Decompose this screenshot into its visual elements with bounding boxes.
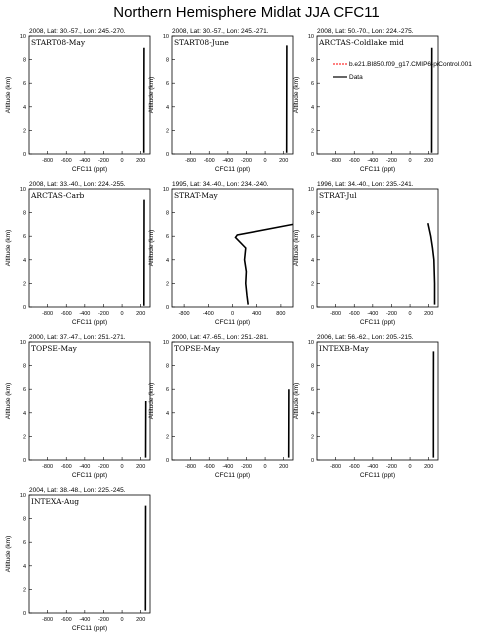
- x-tick-label: -400: [222, 464, 234, 470]
- panel-header: 1996, Lat: 34.-40., Lon: 235.-241.: [317, 181, 414, 188]
- x-tick-label: 200: [279, 464, 289, 470]
- y-tick-label: 6: [22, 540, 26, 547]
- y-tick-label: 2: [165, 434, 169, 441]
- y-tick-label: 0: [310, 305, 314, 311]
- x-tick-label: -800: [42, 464, 54, 470]
- x-tick-label: -800: [185, 464, 197, 470]
- x-tick-label: 200: [136, 617, 146, 623]
- campaign-label: TOPSE-May: [174, 344, 220, 353]
- panel-header: 1995, Lat: 34.-40., Lon: 234.-240.: [172, 181, 269, 188]
- x-tick-label: 0: [120, 158, 124, 164]
- x-tick-label: 0: [120, 617, 124, 623]
- x-tick-label: 200: [136, 464, 146, 470]
- x-tick-label: -200: [97, 617, 109, 623]
- y-tick-label: 2: [310, 128, 314, 135]
- x-tick-label: -600: [203, 464, 215, 470]
- chart-panel: [148, 28, 293, 173]
- y-axis-label: Altitude (km): [148, 76, 155, 114]
- x-axis-label: CFC11 (ppt): [71, 625, 108, 632]
- data-series-line: [236, 224, 294, 304]
- x-tick-label: -800: [185, 158, 197, 164]
- chart-panel: [293, 181, 438, 326]
- x-tick-label: -600: [60, 464, 72, 470]
- x-tick-label: -800: [330, 158, 342, 164]
- x-axis-label: CFC11 (ppt): [214, 319, 251, 326]
- x-axis-label: CFC11 (ppt): [71, 319, 108, 326]
- x-tick-label: -400: [367, 464, 379, 470]
- plot-frame: [29, 189, 150, 307]
- x-tick-label: -400: [367, 158, 379, 164]
- x-axis-label: CFC11 (ppt): [71, 472, 108, 479]
- chart-panel: [148, 334, 293, 479]
- y-tick-label: 2: [22, 128, 26, 135]
- x-tick-label: -400: [367, 311, 379, 317]
- y-tick-label: 10: [162, 34, 169, 40]
- chart-panel: [5, 28, 150, 173]
- y-tick-label: 0: [165, 458, 169, 464]
- chart-panel: [5, 334, 150, 479]
- y-tick-label: 8: [22, 210, 26, 217]
- y-tick-label: 10: [307, 340, 314, 346]
- legend: [333, 61, 472, 81]
- y-tick-label: 4: [165, 410, 169, 417]
- x-tick-label: -400: [79, 617, 91, 623]
- campaign-label: TOPSE-May: [31, 344, 77, 353]
- x-tick-label: -800: [42, 158, 54, 164]
- x-tick-label: 0: [120, 464, 124, 470]
- x-tick-label: -400: [79, 464, 91, 470]
- y-tick-label: 4: [22, 410, 26, 417]
- y-axis-label: Altitude (km): [293, 229, 300, 267]
- campaign-label: INTEXA-Aug: [31, 497, 80, 506]
- x-axis-label: CFC11 (ppt): [359, 319, 396, 326]
- y-tick-label: 6: [310, 81, 314, 88]
- y-tick-label: 6: [165, 234, 169, 241]
- y-tick-label: 2: [165, 281, 169, 288]
- panel-header: 2004, Lat: 38.-48., Lon: 225.-245.: [29, 487, 126, 494]
- x-tick-label: 200: [136, 311, 146, 317]
- plot-frame: [317, 36, 438, 154]
- y-tick-label: 10: [162, 187, 169, 193]
- plot-frame: [172, 342, 293, 460]
- y-tick-label: 8: [165, 57, 169, 64]
- y-tick-label: 10: [19, 187, 26, 193]
- y-tick-label: 4: [165, 104, 169, 111]
- y-tick-label: 6: [22, 387, 26, 394]
- x-tick-label: 0: [408, 311, 412, 317]
- chart-panel: [5, 487, 150, 632]
- x-tick-label: 200: [279, 158, 289, 164]
- y-tick-label: 2: [310, 281, 314, 288]
- campaign-label: START08-May: [31, 38, 86, 47]
- x-tick-label: -800: [330, 311, 342, 317]
- x-tick-label: -800: [178, 311, 190, 317]
- x-tick-label: -400: [202, 311, 214, 317]
- plot-frame: [317, 189, 438, 307]
- x-tick-label: -400: [79, 158, 91, 164]
- y-tick-label: 10: [307, 187, 314, 193]
- campaign-label: INTEXB-May: [319, 344, 369, 353]
- y-tick-label: 10: [19, 493, 26, 499]
- x-axis-label: CFC11 (ppt): [71, 166, 108, 173]
- y-tick-label: 4: [165, 257, 169, 264]
- y-tick-label: 10: [19, 34, 26, 40]
- y-axis-label: Altitude (km): [5, 535, 12, 573]
- y-tick-label: 8: [165, 210, 169, 217]
- y-tick-label: 4: [22, 563, 26, 570]
- y-tick-label: 6: [165, 81, 169, 88]
- x-tick-label: 0: [120, 311, 124, 317]
- x-tick-label: 200: [424, 311, 434, 317]
- x-tick-label: -200: [97, 158, 109, 164]
- x-tick-label: -600: [348, 158, 360, 164]
- data-series-line: [428, 223, 435, 304]
- y-axis-label: Altitude (km): [148, 229, 155, 267]
- y-tick-label: 0: [165, 305, 169, 311]
- x-tick-label: 800: [276, 311, 286, 317]
- y-axis-label: Altitude (km): [5, 229, 12, 267]
- y-axis-label: Altitude (km): [293, 76, 300, 114]
- y-tick-label: 10: [162, 340, 169, 346]
- x-tick-label: 0: [408, 464, 412, 470]
- y-axis-label: Altitude (km): [5, 76, 12, 114]
- x-tick-label: 0: [263, 464, 267, 470]
- plot-frame: [29, 495, 150, 613]
- x-tick-label: -800: [330, 464, 342, 470]
- panel-header: 2006, Lat: 56.-62., Lon: 205.-215.: [317, 334, 414, 341]
- y-axis-label: Altitude (km): [148, 382, 155, 420]
- y-tick-label: 10: [19, 340, 26, 346]
- x-tick-label: -200: [97, 311, 109, 317]
- x-tick-label: -200: [385, 158, 397, 164]
- x-tick-label: -200: [240, 158, 252, 164]
- chart-panel: [293, 334, 438, 479]
- x-tick-label: -400: [222, 158, 234, 164]
- figure-title: Northern Hemisphere Midlat JJA CFC11: [113, 4, 380, 21]
- y-tick-label: 2: [22, 587, 26, 594]
- y-tick-label: 4: [310, 257, 314, 264]
- x-axis-label: CFC11 (ppt): [214, 472, 251, 479]
- y-tick-label: 2: [22, 281, 26, 288]
- y-tick-label: 2: [165, 128, 169, 135]
- x-tick-label: -600: [60, 617, 72, 623]
- y-tick-label: 6: [310, 234, 314, 241]
- y-tick-label: 0: [165, 152, 169, 158]
- x-tick-label: 0: [263, 158, 267, 164]
- x-tick-label: 400: [252, 311, 262, 317]
- y-tick-label: 0: [22, 458, 26, 464]
- y-tick-label: 0: [22, 611, 26, 617]
- y-tick-label: 8: [165, 363, 169, 370]
- y-tick-label: 8: [310, 210, 314, 217]
- x-tick-label: 0: [230, 311, 235, 317]
- panel-header: 2008, Lat: 30.-57., Lon: 245.-270.: [29, 28, 126, 35]
- y-tick-label: 4: [22, 257, 26, 264]
- x-tick-label: 200: [424, 464, 434, 470]
- y-tick-label: 8: [310, 57, 314, 64]
- panel-grid: [5, 28, 472, 632]
- y-axis-label: Altitude (km): [293, 382, 300, 420]
- y-axis-label: Altitude (km): [5, 382, 12, 420]
- x-axis-label: CFC11 (ppt): [359, 472, 396, 479]
- panel-header: 2008, Lat: 33.-40., Lon: 224.-255.: [29, 181, 126, 188]
- panel-header: 2008, Lat: 30.-57., Lon: 245.-271.: [172, 28, 269, 35]
- plot-frame: [29, 342, 150, 460]
- campaign-label: STRAT-Jul: [319, 191, 357, 200]
- campaign-label: ARCTAS-Carb: [31, 191, 85, 200]
- x-tick-label: -200: [97, 464, 109, 470]
- x-tick-label: -600: [60, 158, 72, 164]
- x-tick-label: -600: [348, 464, 360, 470]
- x-tick-label: 200: [136, 158, 146, 164]
- y-tick-label: 6: [22, 234, 26, 241]
- campaign-label: START08-June: [174, 38, 229, 47]
- y-tick-label: 0: [310, 458, 314, 464]
- plot-frame: [172, 189, 293, 307]
- x-tick-label: -800: [42, 311, 54, 317]
- x-tick-label: -800: [42, 617, 54, 623]
- x-axis-label: CFC11 (ppt): [359, 166, 396, 173]
- y-tick-label: 6: [310, 387, 314, 394]
- y-tick-label: 2: [310, 434, 314, 441]
- legend-model-label: b.e21.BI850.f09_g17.CMIP6-piControl.001: [349, 61, 472, 68]
- chart-panel: [5, 181, 150, 326]
- plot-frame: [29, 36, 150, 154]
- plot-frame: [317, 342, 438, 460]
- y-tick-label: 8: [22, 57, 26, 64]
- y-tick-label: 6: [22, 81, 26, 88]
- campaign-label: ARCTAS-Coldlake mid: [319, 38, 404, 47]
- panel-header: 2008, Lat: 50.-70., Lon: 224.-275.: [317, 28, 414, 35]
- chart-panel: [293, 28, 472, 173]
- x-tick-label: 200: [424, 158, 434, 164]
- y-tick-label: 8: [22, 363, 26, 370]
- y-tick-label: 8: [310, 363, 314, 370]
- x-axis-label: CFC11 (ppt): [214, 166, 251, 173]
- y-tick-label: 4: [22, 104, 26, 111]
- y-tick-label: 2: [22, 434, 26, 441]
- x-tick-label: -400: [79, 311, 91, 317]
- x-tick-label: -200: [240, 464, 252, 470]
- legend-data-label: Data: [349, 74, 363, 81]
- x-tick-label: 0: [408, 158, 412, 164]
- chart-panel: [148, 181, 293, 326]
- x-tick-label: -600: [348, 311, 360, 317]
- y-tick-label: 8: [22, 516, 26, 523]
- campaign-label: STRAT-May: [174, 191, 218, 200]
- panel-header: 2000, Lat: 47.-65., Lon: 251.-281.: [172, 334, 269, 341]
- y-tick-label: 10: [307, 34, 314, 40]
- x-tick-label: -200: [385, 464, 397, 470]
- y-tick-label: 6: [165, 387, 169, 394]
- plot-frame: [172, 36, 293, 154]
- x-tick-label: -600: [60, 311, 72, 317]
- panel-header: 2000, Lat: 37.-47., Lon: 251.-271.: [29, 334, 126, 341]
- x-tick-label: -200: [385, 311, 397, 317]
- y-tick-label: 0: [22, 152, 26, 158]
- y-tick-label: 0: [22, 305, 26, 311]
- y-tick-label: 4: [310, 410, 314, 417]
- y-tick-label: 0: [310, 152, 314, 158]
- y-tick-label: 4: [310, 104, 314, 111]
- x-tick-label: -600: [203, 158, 215, 164]
